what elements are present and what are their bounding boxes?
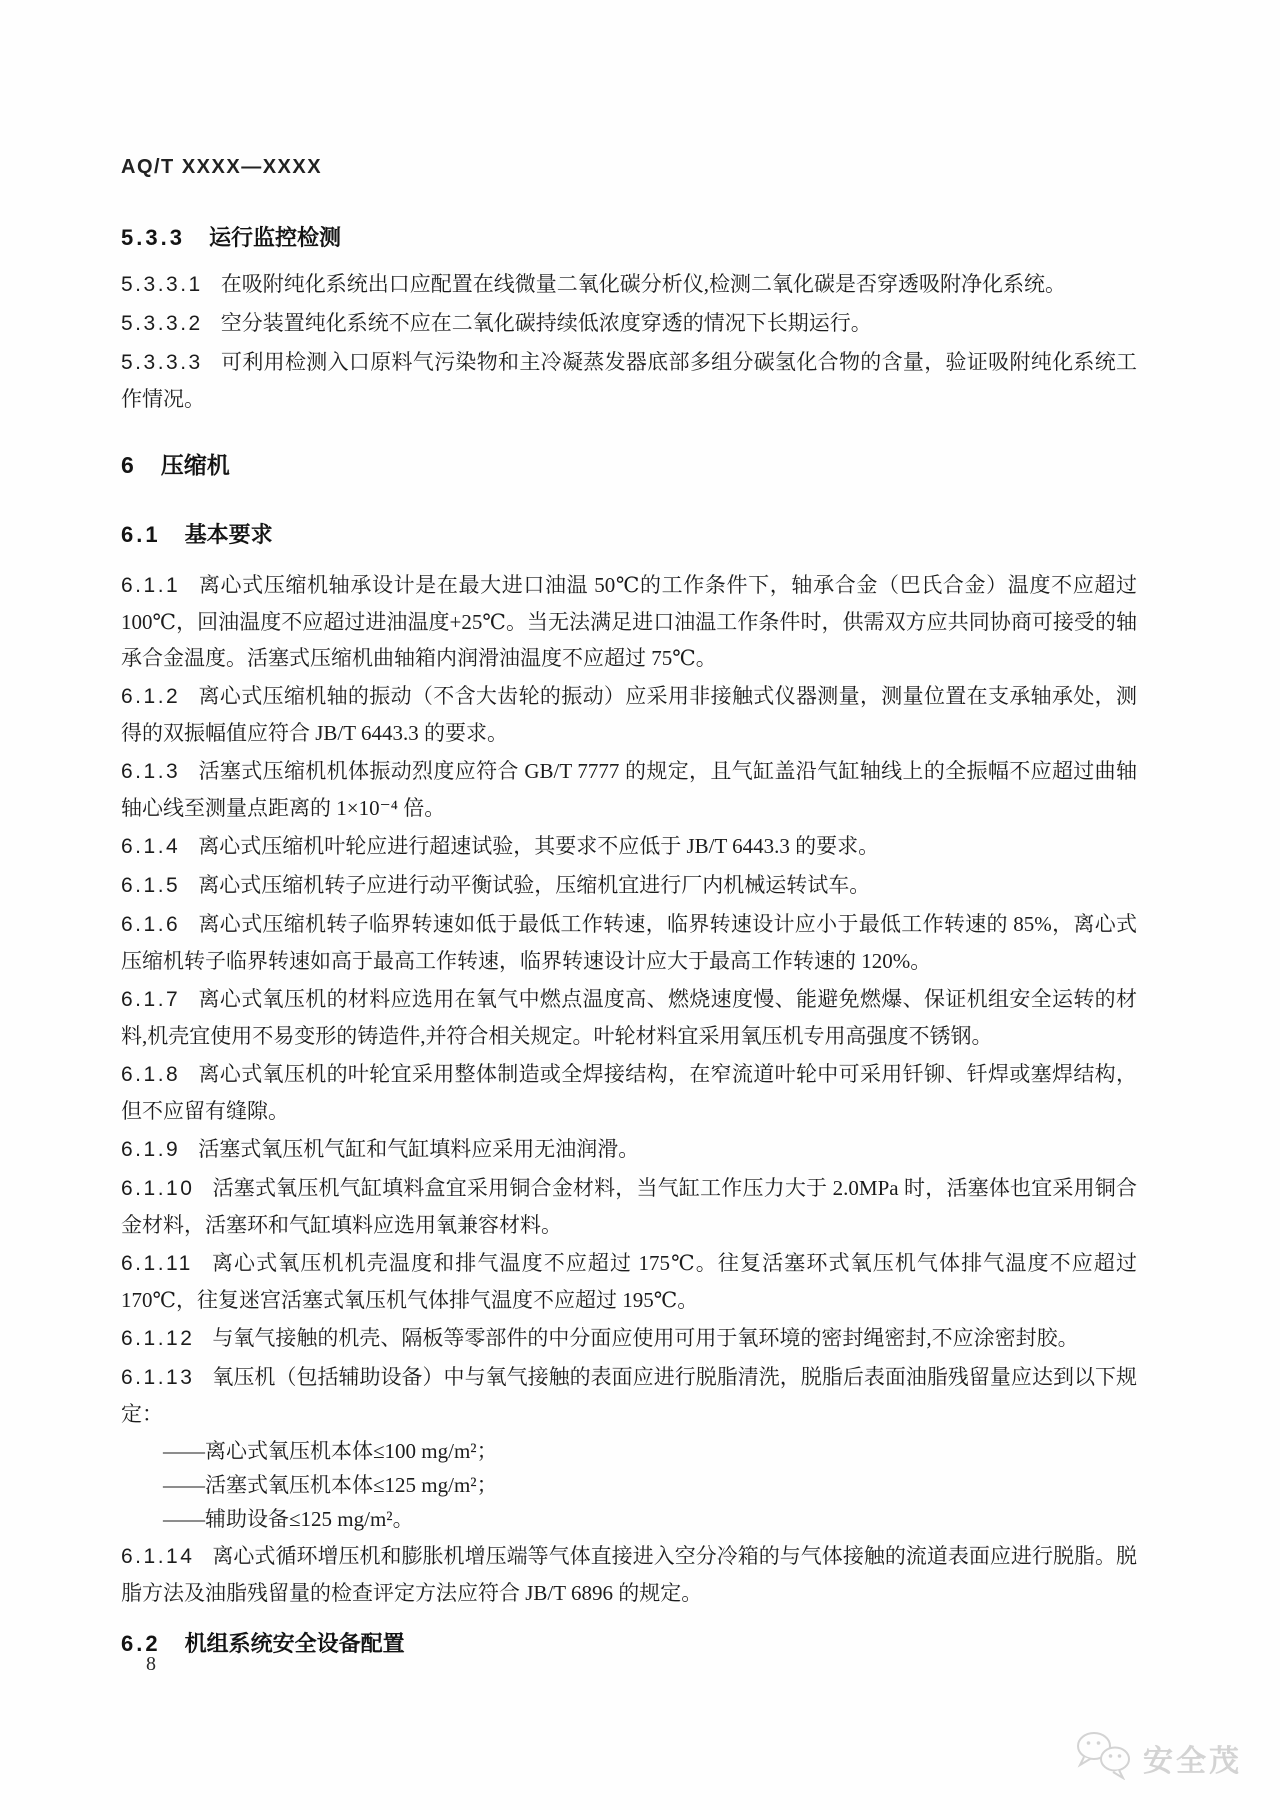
clause-text: 离心式氧压机的材料应选用在氧气中燃点温度高、燃烧速度慢、能避免燃爆、保证机组安全运转的材料,机壳宜使用不易变形的铸造件,并符合相关规定。叶轮材料宜采用氧压机专用高强度不锈钢。 <box>121 987 1137 1048</box>
section-heading-6-1 <box>121 518 1137 549</box>
section-number: 5.3.3 <box>121 225 185 250</box>
clause-6-1-6 <box>121 906 1137 979</box>
clause-number: 6.1.10 <box>121 1177 195 1200</box>
clause-6-1-14 <box>121 1538 1137 1611</box>
dash-item-auxiliary-limit: ——辅助设备≤125 mg/m²。 <box>163 1507 414 1531</box>
clause-text: 离心式压缩机轴承设计是在最大进口油温 50℃的工作条件下，轴承合金（巴氏合金）温度不应超过 100℃，回油温度不应超过进油温度+25℃。当无法满足进口油温工作条件时，供需双方应共同协商可接受的轴承合金温度。活塞式压缩机曲轴箱内润滑油温度不应超过 75℃。 <box>121 573 1137 670</box>
watermark <box>1073 1730 1242 1785</box>
section-title: 运行监控检测 <box>208 225 341 250</box>
watermark-text: 安全茂 <box>1143 1744 1242 1778</box>
clause-text: 离心式压缩机轴的振动（不含大齿轮的振动）应采用非接触式仪器测量，测量位置在支承轴承处，测得的双振幅值应符合 JB/T 6443.3 的要求。 <box>121 684 1137 745</box>
clause-6-1-8 <box>121 1056 1137 1129</box>
chapter-number: 6 <box>121 452 137 478</box>
clause-6-1-13 <box>121 1359 1137 1432</box>
clause-text: 活塞式压缩机机体振动烈度应符合 GB/T 7777 的规定，且气缸盖沿气缸轴线上的全振幅不应超过曲轴轴心线至测量点距离的 1×10⁻⁴ 倍。 <box>121 759 1137 820</box>
clause-6-1-2 <box>121 678 1137 751</box>
clause-text: 空分装置纯化系统不应在二氧化碳持续低浓度穿透的情况下长期运行。 <box>220 311 872 335</box>
clause-number: 6.1.7 <box>121 988 181 1011</box>
clause-5-3-3-2 <box>121 305 1137 342</box>
clause-number: 6.1.12 <box>121 1327 195 1350</box>
clause-6-1-3 <box>121 753 1137 826</box>
section-heading-5-3-3 <box>121 221 1137 252</box>
clause-number: 6.1.13 <box>121 1366 195 1389</box>
clause-number: 6.1.14 <box>121 1545 195 1568</box>
clause-6-1-11 <box>121 1245 1137 1318</box>
page-number: 8 <box>146 1653 156 1675</box>
clause-number: 5.3.3.2 <box>121 312 203 335</box>
clause-5-3-3-1 <box>121 266 1137 303</box>
clause-6-1-7 <box>121 981 1137 1054</box>
clause-5-3-3-3 <box>121 344 1137 417</box>
chapter-heading-6 <box>121 447 1137 480</box>
section-title: 基本要求 <box>184 522 273 547</box>
clause-number: 5.3.3.1 <box>121 273 203 296</box>
doc-code: AQ/T XXXX—XXXX <box>121 156 323 178</box>
clause-6-1-5 <box>121 867 1137 904</box>
clause-text: 离心式压缩机转子应进行动平衡试验，压缩机宜进行厂内机械运转试车。 <box>198 873 871 897</box>
section-number: 6.1 <box>121 522 161 547</box>
clause-6-1-12 <box>121 1320 1137 1357</box>
clause-number: 6.1.11 <box>121 1252 193 1275</box>
wechat-icon <box>1073 1730 1135 1785</box>
clause-number: 6.1.2 <box>121 685 181 708</box>
clause-text: 活塞式氧压机气缸和气缸填料应采用无油润滑。 <box>198 1137 640 1161</box>
chapter-title: 压缩机 <box>160 452 230 478</box>
clause-6-1-10 <box>121 1170 1137 1243</box>
clause-text: 氧压机（包括辅助设备）中与氧气接触的表面应进行脱脂清洗，脱脂后表面油脂残留量应达到以下规定： <box>121 1365 1137 1426</box>
dash-item-piston-limit: ——活塞式氧压机本体≤125 mg/m²； <box>163 1473 498 1497</box>
dash-item-centrifugal-limit: ——离心式氧压机本体≤100 mg/m²； <box>163 1439 498 1463</box>
clause-text: 活塞式氧压机气缸填料盒宜采用铜合金材料，当气缸工作压力大于 2.0MPa 时，活塞体也宜采用铜合金材料，活塞环和气缸填料应选用氧兼容材料。 <box>121 1176 1137 1237</box>
clause-6-1-9 <box>121 1131 1137 1168</box>
clause-6-1-4 <box>121 828 1137 865</box>
clause-number: 5.3.3.3 <box>121 351 203 374</box>
clause-number: 6.1.8 <box>121 1063 181 1086</box>
clause-number: 6.1.3 <box>121 760 181 783</box>
clause-number: 6.1.6 <box>121 913 181 936</box>
clause-number: 6.1.4 <box>121 835 181 858</box>
section-heading-6-2 <box>121 1627 1137 1658</box>
clause-text: 在吸附纯化系统出口应配置在线微量二氧化碳分析仪,检测二氧化碳是否穿透吸附净化系统。 <box>220 272 1066 296</box>
clause-text: 与氧气接触的机壳、隔板等零部件的中分面应使用可用于氧环境的密封绳密封,不应涂密封胶。 <box>212 1326 1079 1350</box>
degrease-limit-list <box>121 1434 1137 1536</box>
clause-6-1-1 <box>121 567 1137 676</box>
section-number: 6.2 <box>121 1631 161 1656</box>
clause-number: 6.1.1 <box>121 574 181 597</box>
clause-number: 6.1.5 <box>121 874 181 897</box>
section-title: 机组系统安全设备配置 <box>184 1631 405 1656</box>
clause-text: 可利用检测入口原料气污染物和主冷凝蒸发器底部多组分碳氢化合物的含量，验证吸附纯化系统工作情况。 <box>121 350 1137 411</box>
clause-text: 离心式压缩机转子临界转速如低于最低工作转速，临界转速设计应小于最低工作转速的 85%，离心式压缩机转子临界转速如高于最高工作转速，临界转速设计应大于最高工作转速的 120%。 <box>121 912 1137 973</box>
clause-text: 离心式压缩机叶轮应进行超速试验，其要求不应低于 JB/T 6443.3 的要求。 <box>198 834 880 858</box>
document-content <box>121 156 1137 1658</box>
clause-text: 离心式氧压机的叶轮宜采用整体制造或全焊接结构，在窄流道叶轮中可采用钎铆、钎焊或塞焊结构，但不应留有缝隙。 <box>121 1062 1137 1123</box>
clause-text: 离心式氧压机机壳温度和排气温度不应超过 175℃。往复活塞环式氧压机气体排气温度不应超过 170℃，往复迷宫活塞式氧压机气体排气温度不应超过 195℃。 <box>121 1251 1137 1312</box>
clause-text: 离心式循环增压机和膨胀机增压端等气体直接进入空分冷箱的与气体接触的流道表面应进行脱脂。脱脂方法及油脂残留量的检查评定方法应符合 JB/T 6896 的规定。 <box>121 1544 1137 1605</box>
clause-number: 6.1.9 <box>121 1138 181 1161</box>
